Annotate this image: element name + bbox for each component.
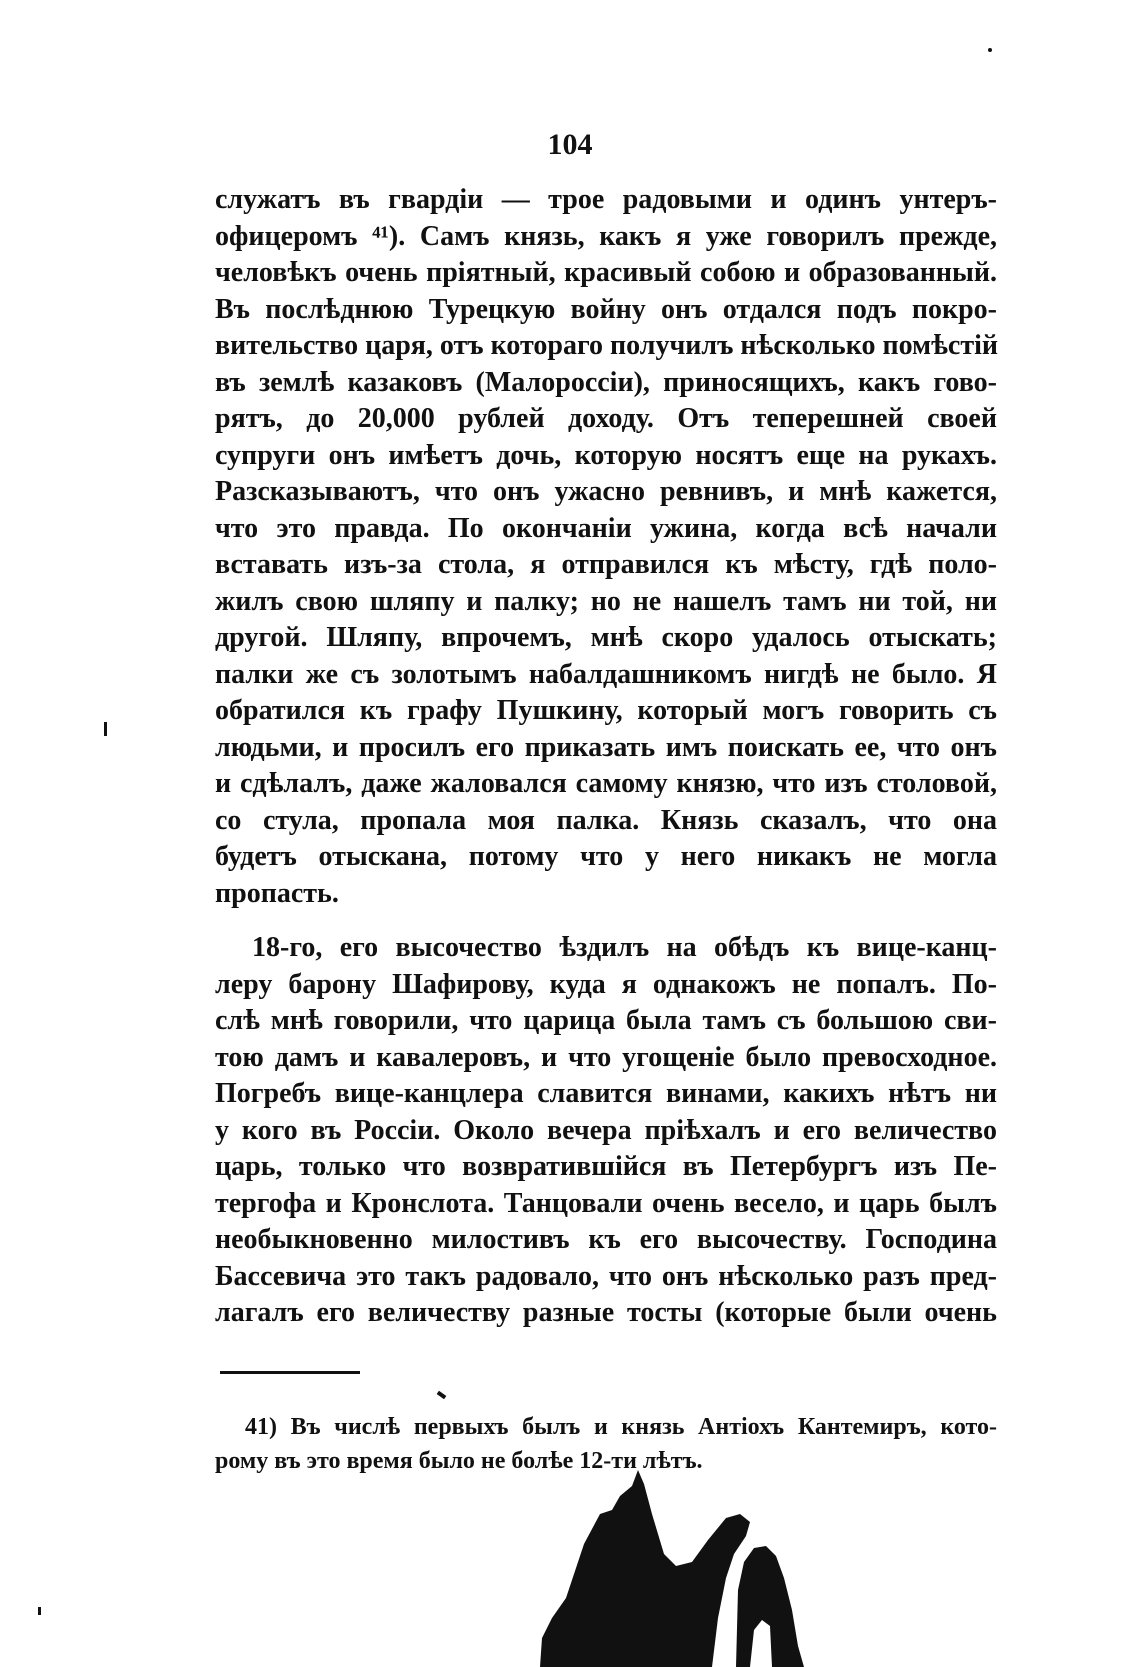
- text-line: леру барону Шафирову, куда я однакожъ не попалъ. По-: [215, 968, 997, 1000]
- text-line: Погребъ вице-канцлера славится винами, какихъ нѣтъ ни: [215, 1078, 997, 1109]
- ink-blot-scan-artifact: [540, 1470, 840, 1667]
- ink-blot-main: [540, 1470, 750, 1667]
- footnote-line: рому въ это время было не болѣе 12-ти лѣтъ.: [215, 1448, 703, 1474]
- text-line: служатъ въ гвардіи — трое радовыми и одинъ унтеръ-: [215, 184, 997, 215]
- text-line: 18-го, его высочество ѣздилъ на обѣдъ къ вице-канц-: [252, 932, 997, 963]
- text-line: Разсказываютъ, что онъ ужасно ревнивъ, и мнѣ кажется,: [215, 476, 997, 507]
- text-line: и сдѣлалъ, даже жаловался самому князю, что изъ столовой,: [215, 768, 997, 799]
- text-line: въ землѣ казаковъ (Малороссіи), приносящихъ, какъ гово-: [215, 366, 997, 398]
- text-line: будетъ отыскана, потому что у него никакъ не могла: [215, 841, 997, 872]
- text-line: Въ послѣднюю Турецкую войну онъ отдался подъ покро-: [215, 293, 997, 325]
- page-number: 104: [547, 128, 593, 161]
- text-line: супруги онъ имѣетъ дочь, которую носятъ еще на рукахъ.: [215, 439, 997, 471]
- body-text: [215, 182, 997, 1332]
- scan-speck: [104, 722, 107, 736]
- text-line: палки же съ золотымъ набалдашникомъ нигдѣ не было. Я: [215, 658, 997, 690]
- text-line: офицеромъ ⁴¹). Самъ князь, какъ я уже говорилъ прежде,: [215, 220, 997, 252]
- text-line: людьми, и просилъ его приказать имъ поискать ее, что онъ: [215, 731, 997, 763]
- text-line: что это правда. По окончаніи ужина, когда всѣ начали: [215, 512, 997, 544]
- text-line: пропасть.: [215, 877, 339, 909]
- scan-speck: [38, 1607, 41, 1615]
- text-line: обратился къ графу Пушкину, который могъ говорить съ: [215, 695, 997, 726]
- footnote-divider: [220, 1371, 360, 1374]
- text-line: у кого въ Россіи. Около вечера пріѣхалъ и его величество: [215, 1114, 997, 1146]
- footnotes: [215, 1410, 997, 1478]
- text-line: жилъ свою шляпу и палку; но не нашелъ тамъ ни той, ни: [215, 585, 997, 617]
- text-line: со стула, пропала моя палка. Князь сказалъ, что она: [215, 804, 997, 836]
- text-line: тергофа и Кронслота. Танцовали очень весело, и царь былъ: [215, 1187, 997, 1219]
- scan-speck: [988, 48, 992, 52]
- text-line: другой. Шляпу, впрочемъ, мнѣ скоро удалось отыскать;: [215, 622, 997, 653]
- footnote-line: 41) Въ числѣ первыхъ былъ и князь Антіохъ Кантемиръ, кото-: [245, 1414, 997, 1440]
- text-line: человѣкъ очень пріятный, красивый собою и образованный.: [215, 257, 997, 288]
- paragraph-gap: [215, 912, 997, 930]
- text-line: Бассевича это такъ радовало, что онъ нѣсколько разъ пред-: [215, 1260, 997, 1292]
- scan-speck: [437, 1391, 447, 1399]
- text-line: вставать изъ-за стола, я отправился къ мѣсту, гдѣ поло-: [215, 549, 997, 580]
- text-line: тою дамъ и кавалеровъ, и что угощеніе было превосходное.: [215, 1041, 997, 1073]
- text-line: необыкновенно милостивъ къ его высочеству. Господина: [215, 1224, 997, 1255]
- text-line: лагалъ его величеству разные тосты (которые были очень: [215, 1297, 997, 1328]
- text-line: слѣ мнѣ говорили, что царица была тамъ съ большою сви-: [215, 1005, 997, 1036]
- text-line: царь, только что возвратившійся въ Петербургъ изъ Пе-: [215, 1151, 997, 1182]
- text-line: рятъ, до 20,000 рублей доходу. Отъ теперешней своей: [215, 403, 997, 434]
- text-line: вительство царя, отъ котораго получилъ нѣсколько помѣстій: [215, 330, 999, 361]
